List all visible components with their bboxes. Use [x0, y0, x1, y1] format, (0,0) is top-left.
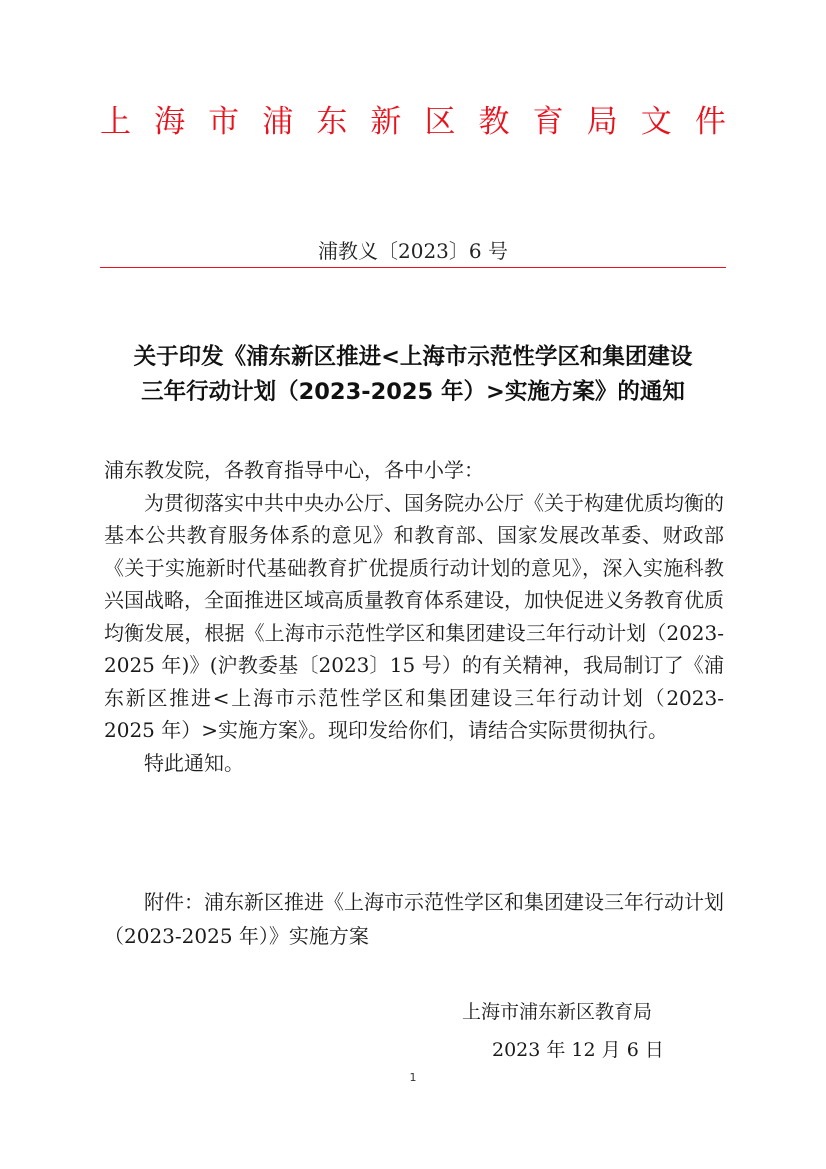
signature-date: 2023 年 12 月 6 日 — [492, 1039, 664, 1061]
header-char: 件 — [694, 104, 726, 140]
header-char: 浦 — [262, 104, 294, 140]
document-title — [96, 340, 730, 410]
header-char: 教 — [478, 104, 510, 140]
red-divider-line — [100, 267, 726, 268]
header-char: 海 — [154, 104, 186, 140]
title-line-1: 关于印发《浦东新区推进<上海市示范性学区和集团建设 — [133, 344, 693, 370]
closing-line: 特此通知。 — [144, 750, 244, 775]
header-char: 局 — [586, 104, 618, 140]
signature-organization: 上海市浦东新区教育局 — [462, 1001, 653, 1023]
document-number: 浦教义〔2023〕6 号 — [318, 239, 508, 263]
header-char: 新 — [370, 104, 402, 140]
page-number: 1 — [409, 1071, 417, 1084]
header-char: 上 — [100, 104, 131, 140]
document-body — [104, 454, 724, 779]
title-line-2: 三年行动计划（2023-2025 年）>实施方案》的通知 — [141, 379, 685, 405]
body-paragraph: 为贯彻落实中共中央办公厅、国务院办公厅《关于构建优质均衡的基本公共教育服务体系的意见》和教育部、国家发展改革委、财政部《关于实施新时代基础教育扩优提质行动计划的意见》，深入实施科教兴国战略，全面推进区域高质量教育体系建设，加快促进义务教育优质均衡发展，根据《上海市示范性学区和集团建设三年行动计划（2023-2025 年)》(沪教委基〔2023〕15 号）的有关精神，我局制订了《浦东新区推进<上海市示范性学区和集团建设三年行动计划（2023-2025 年）>实施方案》。现印发给你们，请结合实际贯彻执行。 — [104, 490, 724, 742]
salutation: 浦东教发院，各教育指导中心，各中小学： — [104, 458, 484, 482]
header-char: 区 — [424, 104, 456, 140]
header-char: 育 — [532, 104, 564, 140]
attachment-note: 附件：浦东新区推进《上海市示范性学区和集团建设三年行动计划（2023-2025 年）》实施方案 — [104, 890, 724, 948]
header-char: 东 — [316, 104, 348, 140]
header-char: 市 — [208, 104, 240, 140]
issuing-organization-header — [100, 100, 726, 144]
header-char: 文 — [640, 104, 672, 140]
